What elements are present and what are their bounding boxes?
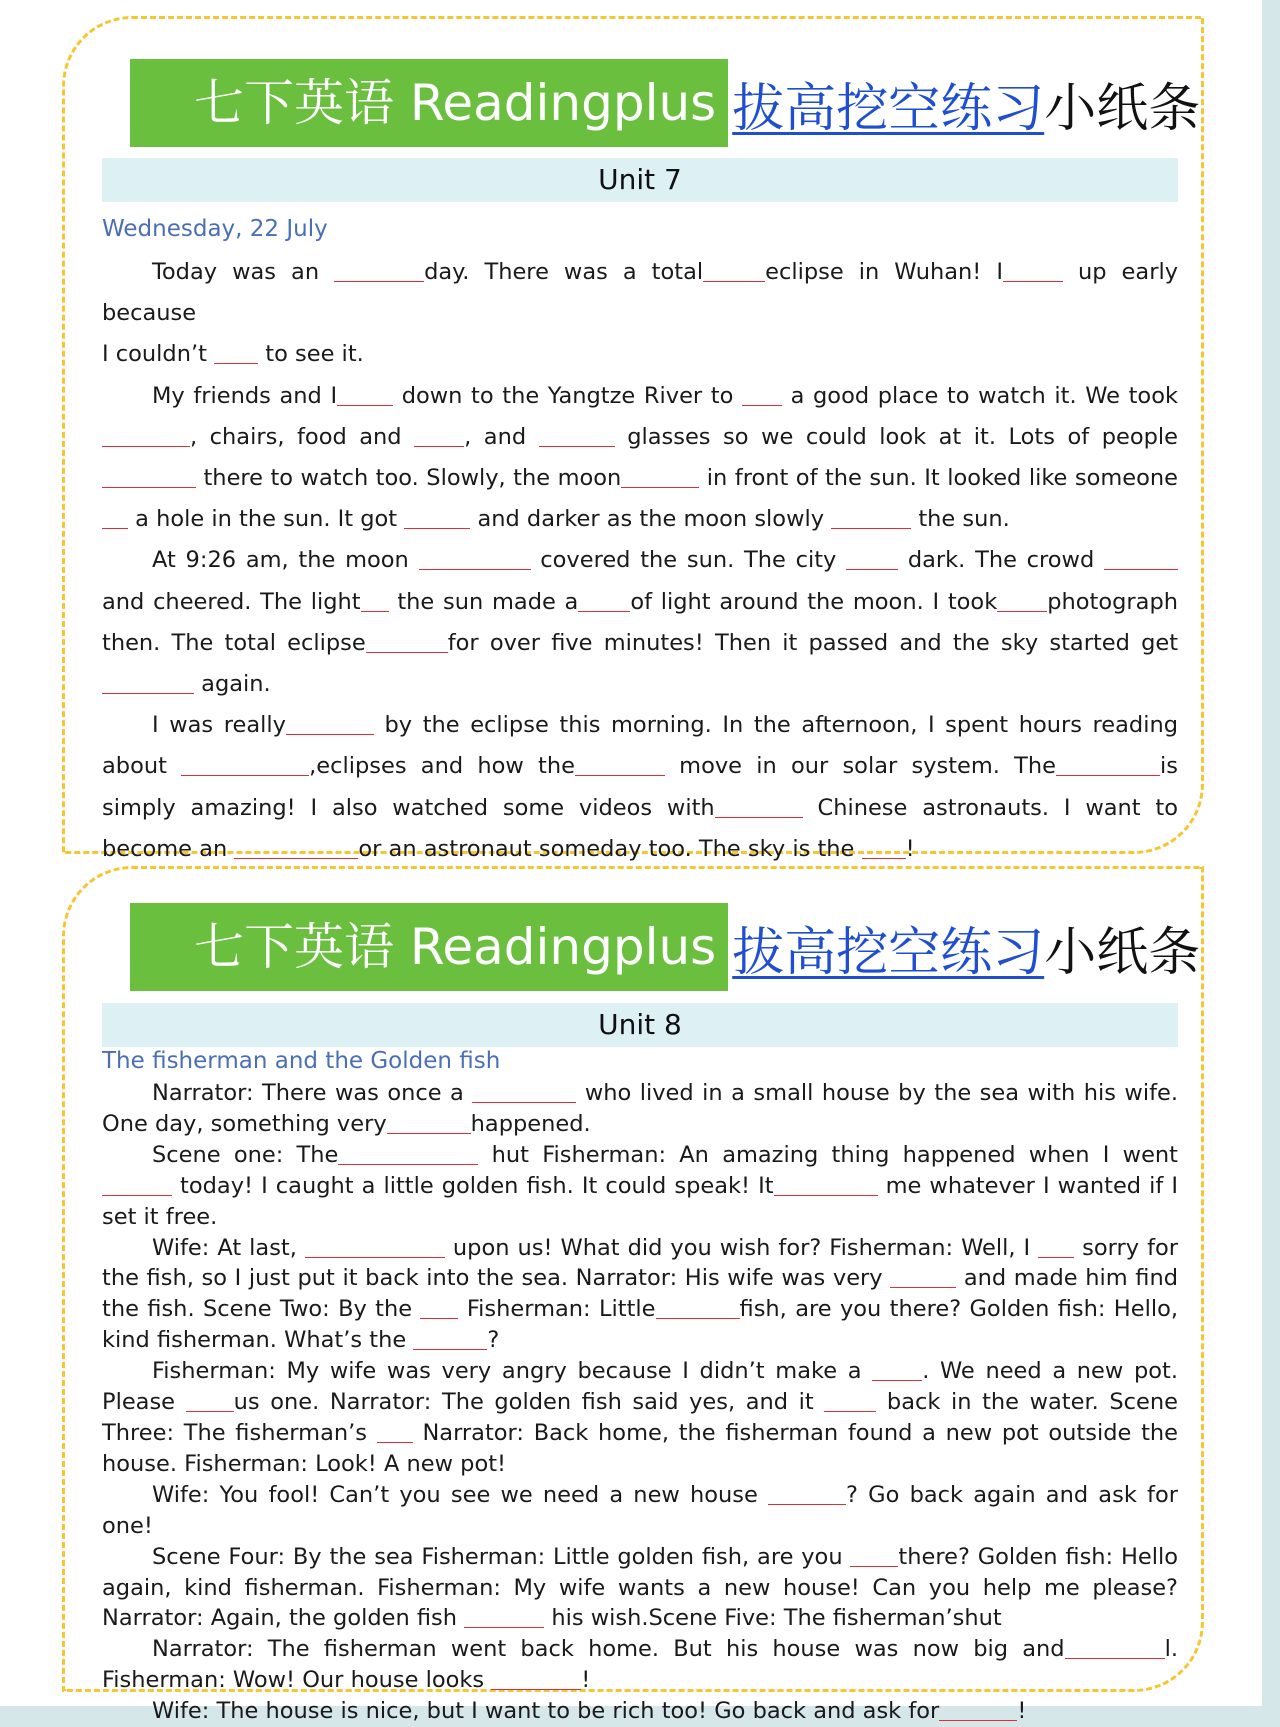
answer-blank[interactable] <box>181 753 309 777</box>
answer-blank[interactable] <box>414 423 464 447</box>
answer-blank[interactable] <box>939 1698 1017 1722</box>
paragraph: Scene Four: By the sea Fisherman: Little golden fish, are you there? Golden fish: Hello again, kind fisherman. Fisherman: My wife wants a new house! Can you help me please? Narrator: Again, the golden fish his wish.Scene Five: The fisherman’shut <box>102 1543 1178 1632</box>
passage-text <box>102 1078 1178 1727</box>
answer-blank[interactable] <box>1056 753 1160 777</box>
answer-blank[interactable] <box>419 547 531 571</box>
answer-blank[interactable] <box>234 835 358 859</box>
answer-blank[interactable] <box>286 712 374 736</box>
answer-blank[interactable] <box>621 465 699 489</box>
answer-blank[interactable] <box>413 1327 487 1351</box>
answer-blank[interactable] <box>1065 1636 1165 1660</box>
passage-text <box>102 252 1178 870</box>
paragraph: Narrator: The fisherman went back home. But his house was now big and l. Fisherman: Wow! Our house looks ! <box>102 1636 1178 1694</box>
paragraph: Today was an day. There was a total eclipse in Wuhan! I up early because <box>102 259 1179 327</box>
passage-subtitle: Wednesday, 22 July <box>102 216 328 242</box>
answer-blank[interactable] <box>361 588 389 612</box>
answer-blank[interactable] <box>1003 259 1063 283</box>
answer-blank[interactable] <box>872 1358 922 1382</box>
paragraph: Wife: You fool! Can’t you see we need a new house ? Go back again and ask for one! <box>102 1481 1178 1539</box>
answer-blank[interactable] <box>1038 1234 1074 1258</box>
answer-blank[interactable] <box>491 1667 581 1691</box>
answer-blank[interactable] <box>850 1543 898 1567</box>
answer-blank[interactable] <box>824 1389 876 1413</box>
answer-blank[interactable] <box>338 1141 478 1165</box>
paragraph: I was really by the eclipse this morning. In the afternoon, I spent hours reading about ,eclipses and how the move in our solar system. The is simply amazing! I also watched some videos with Chinese astronauts. I want to become an or an astronaut someday too. The sky is the ! <box>102 712 1179 862</box>
unit-heading: Unit 8 <box>102 1003 1178 1047</box>
paragraph: My friends and I down to the Yangtze River to a good place to watch it. We took , chairs, food and , and glasses so we could look at it. Lots of people there to watch too. Slowly, the moon in front of the sun. It looked like someone a hole in the sun. It got and darker as the moon slowly the sun. <box>102 376 1178 541</box>
answer-blank[interactable] <box>997 588 1047 612</box>
paragraph: Scene one: The hut Fisherman: An amazing thing happened when I went today! I caught a little golden fish. It could speak! It me whatever I wanted if I set it free. <box>102 1141 1178 1230</box>
paragraph: At 9:26 am, the moon covered the sun. The city dark. The crowd and cheered. The light the sun made a of light around the moon. I took photograph then. The total eclipse for over five minutes! Then it passed and the sky started get again. <box>102 547 1179 698</box>
answer-blank[interactable] <box>404 506 470 530</box>
answer-blank[interactable] <box>656 1296 740 1320</box>
title-green-label: 七下英语 Readingplus <box>130 59 728 147</box>
answer-blank[interactable] <box>334 259 424 283</box>
answer-blank[interactable] <box>420 1296 458 1320</box>
title-black-label: 小纸条 <box>1044 922 1201 983</box>
title-green-label: 七下英语 Readingplus <box>130 903 728 991</box>
answer-blank[interactable] <box>337 382 393 406</box>
answer-blank[interactable] <box>387 1110 471 1134</box>
title-blue-label: 拔高挖空练习 <box>732 922 1045 983</box>
title-black-label: 小纸条 <box>1044 78 1201 139</box>
answer-blank[interactable] <box>102 423 190 447</box>
answer-blank[interactable] <box>774 1172 878 1196</box>
paragraph: Narrator: There was once a who lived in a small house by the sea with his wife. One day, something very happened. <box>102 1080 1178 1137</box>
answer-blank[interactable] <box>539 423 615 447</box>
answer-blank[interactable] <box>305 1234 445 1258</box>
paragraph: I couldn’t to see it. <box>102 341 364 368</box>
answer-blank[interactable] <box>102 671 194 695</box>
answer-blank[interactable] <box>831 506 911 530</box>
answer-blank[interactable] <box>742 382 782 406</box>
answer-blank[interactable] <box>366 629 448 653</box>
paragraph: Wife: At last, upon us! What did you wish for? Fisherman: Well, I sorry for the fish, so I just put it back into the sea. Narrator: His wife was very and made him find the fish. Scene Two: By the Fisherman: Little fish, are you there? Golden fish: Hello, kind fisherman. What’s the ? <box>102 1234 1179 1354</box>
answer-blank[interactable] <box>102 465 196 489</box>
title-blue-label: 拔高挖空练习 <box>732 78 1045 139</box>
answer-blank[interactable] <box>377 1419 413 1443</box>
answer-blank[interactable] <box>102 1172 172 1196</box>
answer-blank[interactable] <box>703 259 765 283</box>
answer-blank[interactable] <box>768 1481 846 1505</box>
worksheet-title <box>68 58 1201 148</box>
answer-blank[interactable] <box>575 753 665 777</box>
unit-heading: Unit 7 <box>102 158 1178 202</box>
answer-blank[interactable] <box>578 588 630 612</box>
worksheet-title <box>68 902 1201 992</box>
answer-blank[interactable] <box>846 547 898 571</box>
answer-blank[interactable] <box>715 794 803 818</box>
paragraph: Fisherman: My wife was very angry because I didn’t make a . We need a new pot. Please us one. Narrator: The golden fish said yes, and it back in the water. Scene Three: The fisherman’s Narrator: Back home, the fisherman found a new pot outside the house. Fisherman: Look! A new pot! <box>102 1358 1178 1477</box>
answer-blank[interactable] <box>214 341 258 365</box>
answer-blank[interactable] <box>102 506 128 530</box>
answer-blank[interactable] <box>464 1605 544 1629</box>
passage-subtitle: The fisherman and the Golden fish <box>102 1048 501 1074</box>
answer-blank[interactable] <box>1104 547 1178 571</box>
paragraph: Wife: The house is nice, but I want to be rich too! Go back and ask for ! <box>152 1698 1027 1725</box>
answer-blank[interactable] <box>862 835 906 859</box>
answer-blank[interactable] <box>186 1389 234 1413</box>
answer-blank[interactable] <box>890 1265 956 1289</box>
answer-blank[interactable] <box>472 1080 576 1104</box>
